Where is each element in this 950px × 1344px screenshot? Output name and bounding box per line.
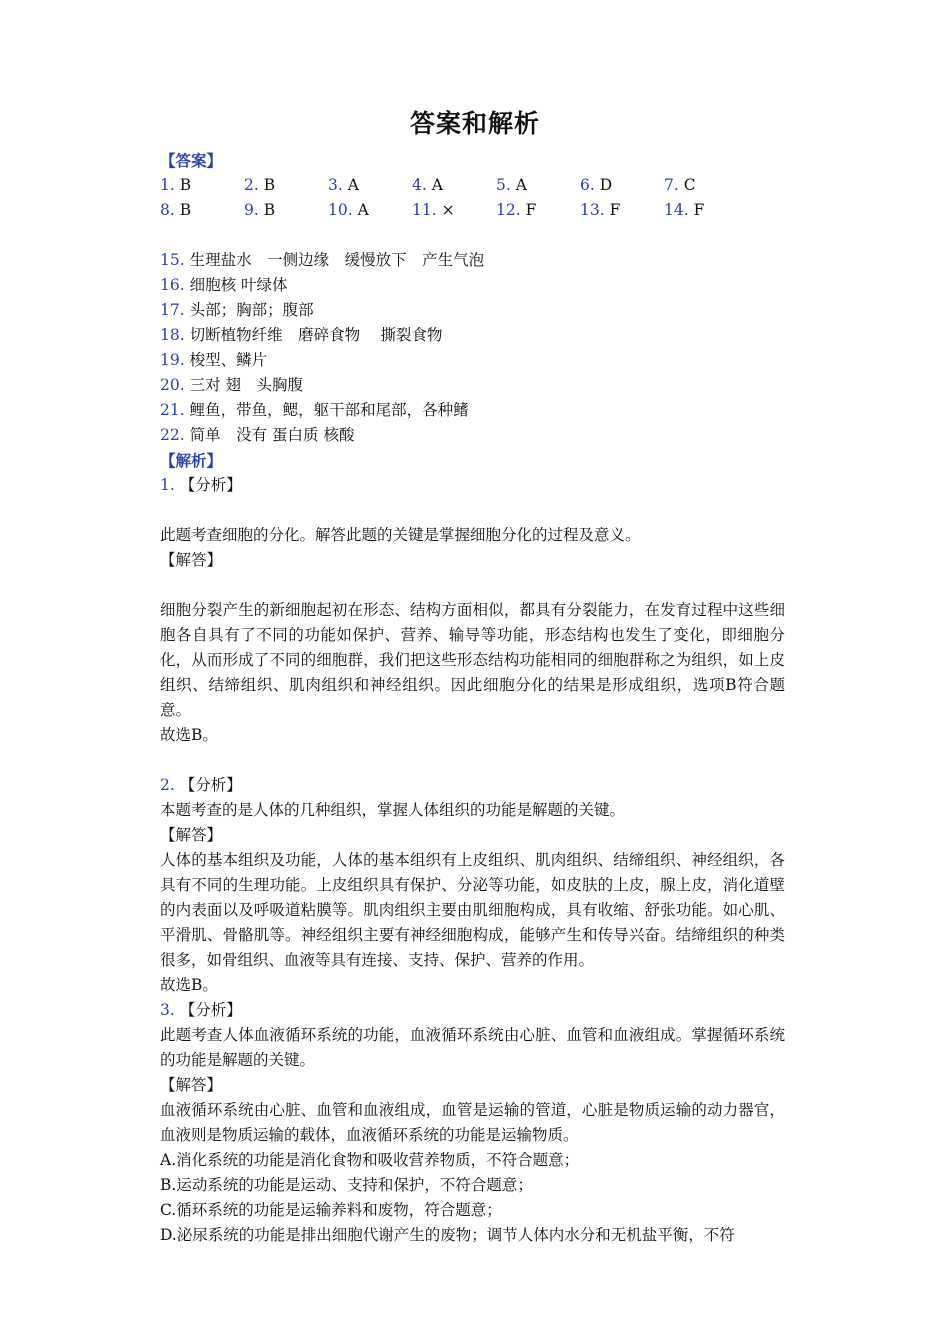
q2-analysis: 本题考查的是人体的几种组织，掌握人体组织的功能是解题的关键。 bbox=[160, 801, 626, 819]
fill-answers bbox=[160, 248, 785, 448]
q3-section bbox=[160, 998, 785, 1248]
answers-header: 【答案】 bbox=[160, 151, 223, 170]
q3-option-a: A.消化系统的功能是消化食物和吸收营养物质，不符合题意； bbox=[160, 1151, 580, 1169]
fill-answer: 22. 简单 没有 蛋白质 核酸 bbox=[160, 426, 355, 444]
fill-answer: 20. 三对 翅 头胸腹 bbox=[160, 376, 304, 394]
q3-option-d: D.泌尿系统的功能是排出细胞代谢产生的废物；调节人体内水分和无机盐平衡，不符 bbox=[160, 1226, 735, 1244]
answer-item: 13. F bbox=[580, 201, 621, 219]
document-content bbox=[160, 148, 785, 1248]
answer-item: 14. F bbox=[664, 201, 705, 219]
analysis-header: 【解析】 bbox=[160, 451, 223, 470]
q1-conclusion: 故选B。 bbox=[160, 726, 218, 744]
answer-item: 11. × bbox=[412, 201, 455, 219]
q2-conclusion: 故选B。 bbox=[160, 976, 218, 994]
fill-answer: 21. 鲤鱼，带鱼，鳃，躯干部和尾部，各种鳍 bbox=[160, 401, 469, 419]
fill-answer: 16. 细胞核 叶绿体 bbox=[160, 276, 288, 294]
answer-item: 12. F bbox=[496, 201, 537, 219]
answer-item: 9. B bbox=[244, 201, 276, 219]
q3-heading: 3. 【分析】 bbox=[160, 1001, 242, 1019]
q3-option-c: C.循环系统的功能是运输养料和废物，符合题意； bbox=[160, 1201, 502, 1219]
q1-section bbox=[160, 473, 785, 773]
fill-answer: 17. 头部；胸部；腹部 bbox=[160, 301, 314, 319]
q3-analysis: 此题考查人体血液循环系统的功能，血液循环系统由心脏、血管和血液组成。掌握循环系统的功能是解题的关键。 bbox=[160, 1026, 785, 1069]
fill-answer: 19. 梭型、鳞片 bbox=[160, 351, 268, 369]
q2-body: 人体的基本组织及功能，人体的基本组织有上皮组织、肌肉组织、结缔组织、神经组织，各具有不同的生理功能。上皮组织具有保护、分泌等功能，如皮肤的上皮，腺上皮，消化道壁的内表面以及呼吸道粘膜等。肌肉组织主要由肌细胞构成，具有收缩、舒张功能。如心肌、平滑肌、骨骼肌等。神经组织主要有神经细胞构成，能够产生和传导兴奋。结缔组织的种类很多，如骨组织、血液等具有连接、支持、保护、营养的作用。 bbox=[160, 851, 785, 969]
q3-option-b: B.运动系统的功能是运动、支持和保护，不符合题意； bbox=[160, 1176, 533, 1194]
q3-body: 血液循环系统由心脏、血管和血液组成，血管是运输的管道，心脏是物质运输的动力器官，血液则是物质运输的载体，血液循环系统的功能是运输物质。 bbox=[160, 1101, 785, 1144]
answer-row bbox=[160, 173, 785, 198]
answer-item: 3. A bbox=[328, 176, 359, 194]
answer-item: 2. B bbox=[244, 176, 276, 194]
fill-answer: 15. 生理盐水 一侧边缘 缓慢放下 产生气泡 bbox=[160, 251, 485, 269]
answer-row bbox=[160, 198, 785, 223]
answer-item: 5. A bbox=[496, 176, 527, 194]
answer-item: 7. C bbox=[664, 176, 696, 194]
answer-item: 8. B bbox=[160, 201, 192, 219]
q1-heading: 1. 【分析】 bbox=[160, 476, 242, 494]
answer-item: 4. A bbox=[412, 176, 443, 194]
q2-section bbox=[160, 773, 785, 998]
q2-heading: 2. 【分析】 bbox=[160, 776, 242, 794]
q3-jieda-label: 【解答】 bbox=[160, 1076, 223, 1094]
q1-body: 细胞分裂产生的新细胞起初在形态、结构方面相似，都具有分裂能力，在发育过程中这些细胞各自具有了不同的功能如保护、营养、输导等功能，形态结构也发生了变化，即细胞分化，从而形成了不同的细胞群，我们把这些形态结构功能相同的细胞群称之为组织，如上皮组织、结缔组织、肌肉组织和神经组织。因此细胞分化的结果是形成组织，选项B符合题意。 bbox=[160, 601, 785, 719]
q2-jieda-label: 【解答】 bbox=[160, 826, 223, 844]
q1-jieda-label: 【解答】 bbox=[160, 551, 223, 569]
answer-item: 10. A bbox=[328, 201, 369, 219]
answer-item: 6. D bbox=[580, 176, 613, 194]
answer-grid bbox=[160, 173, 785, 223]
q1-analysis: 此题考查细胞的分化。解答此题的关键是掌握细胞分化的过程及意义。 bbox=[160, 526, 641, 544]
fill-answer: 18. 切断植物纤维 磨碎食物 撕裂食物 bbox=[160, 326, 443, 344]
answer-item: 1. B bbox=[160, 176, 192, 194]
page-title: 答案和解析 bbox=[409, 109, 540, 138]
